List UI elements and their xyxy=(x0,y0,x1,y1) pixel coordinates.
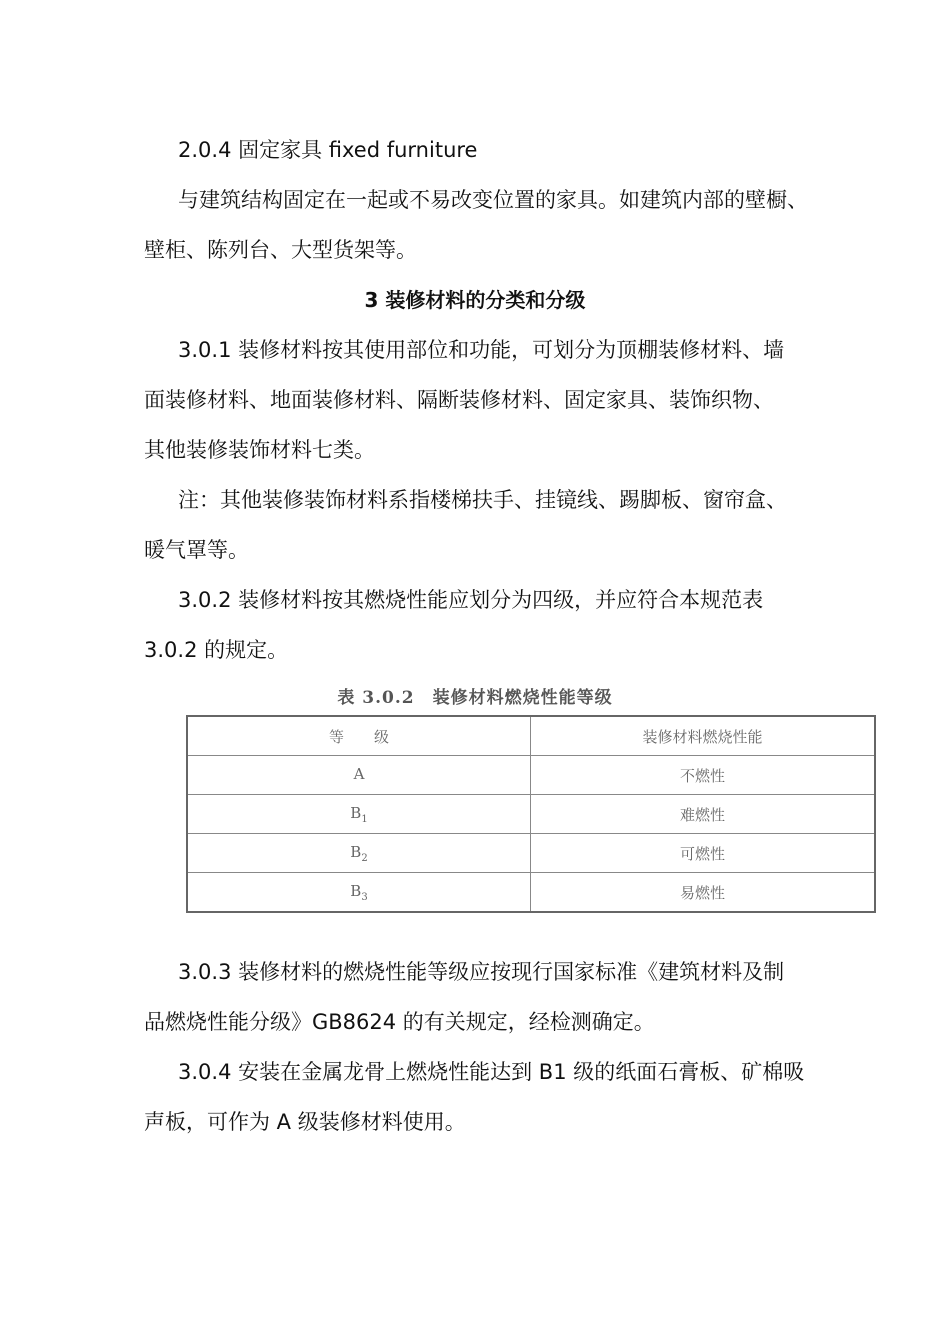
header-property: 装修材料燃烧性能 xyxy=(531,716,876,756)
clause-302-line1: 3.0.2 装修材料按其燃烧性能应划分为四级，并应符合本规范表 xyxy=(178,588,764,612)
grade-letter: B xyxy=(350,881,362,900)
section-204-body-line1: 与建筑结构固定在一起或不易改变位置的家具。如建筑内部的壁橱、 xyxy=(178,188,808,212)
grade-cell xyxy=(187,756,531,795)
grade-subscript: 3 xyxy=(361,891,368,903)
note-301-line1: 注：其他装修装饰材料系指楼梯扶手、挂镜线、踢脚板、窗帘盒、 xyxy=(178,488,787,512)
header-grade: 等 级 xyxy=(187,716,531,756)
grade-cell xyxy=(187,873,531,913)
property-cell: 可燃性 xyxy=(531,834,876,873)
table-header-row xyxy=(187,716,875,756)
grade-subscript: 1 xyxy=(361,813,368,825)
grade-cell xyxy=(187,795,531,834)
chapter-3-heading: 3 装修材料的分类和分级 xyxy=(364,288,586,312)
table-302-number: 表 3.0.2 xyxy=(337,688,415,708)
table-302-title xyxy=(0,683,950,708)
clause-301-line1: 3.0.1 装修材料按其使用部位和功能，可划分为顶棚装修材料、墙 xyxy=(178,338,785,362)
grade-letter: B xyxy=(350,803,362,822)
property-cell: 易燃性 xyxy=(531,873,876,913)
table-row xyxy=(187,756,875,795)
note-301-line2: 暖气罩等。 xyxy=(144,538,249,562)
clause-303-line1: 3.0.3 装修材料的燃烧性能等级应按现行国家标准《建筑材料及制 xyxy=(178,960,785,984)
property-cell: 难燃性 xyxy=(531,795,876,834)
grade-letter: A xyxy=(353,764,365,783)
fire-rating-table xyxy=(186,715,876,913)
clause-303-line2: 品燃烧性能分级》GB8624 的有关规定，经检测确定。 xyxy=(144,1010,655,1034)
clause-304-line2: 声板，可作为 A 级装修材料使用。 xyxy=(144,1110,466,1134)
grade-cell xyxy=(187,834,531,873)
table-row xyxy=(187,795,875,834)
table-302-caption: 装修材料燃烧性能等级 xyxy=(432,688,613,708)
clause-302-line2: 3.0.2 的规定。 xyxy=(144,638,289,662)
property-cell: 不燃性 xyxy=(531,756,876,795)
clause-304-line1: 3.0.4 安装在金属龙骨上燃烧性能达到 B1 级的纸面石膏板、矿棉吸 xyxy=(178,1060,805,1084)
grade-letter: B xyxy=(350,842,362,861)
clause-301-line2: 面装修材料、地面装修材料、隔断装修材料、固定家具、装饰织物、 xyxy=(144,388,774,412)
section-204-body-line2: 壁柜、陈列台、大型货架等。 xyxy=(144,238,417,262)
clause-301-line3: 其他装修装饰材料七类。 xyxy=(144,438,375,462)
section-204-title: 2.0.4 固定家具 fixed furniture xyxy=(178,138,478,162)
table-row xyxy=(187,873,875,913)
table-row xyxy=(187,834,875,873)
grade-subscript: 2 xyxy=(361,852,368,864)
